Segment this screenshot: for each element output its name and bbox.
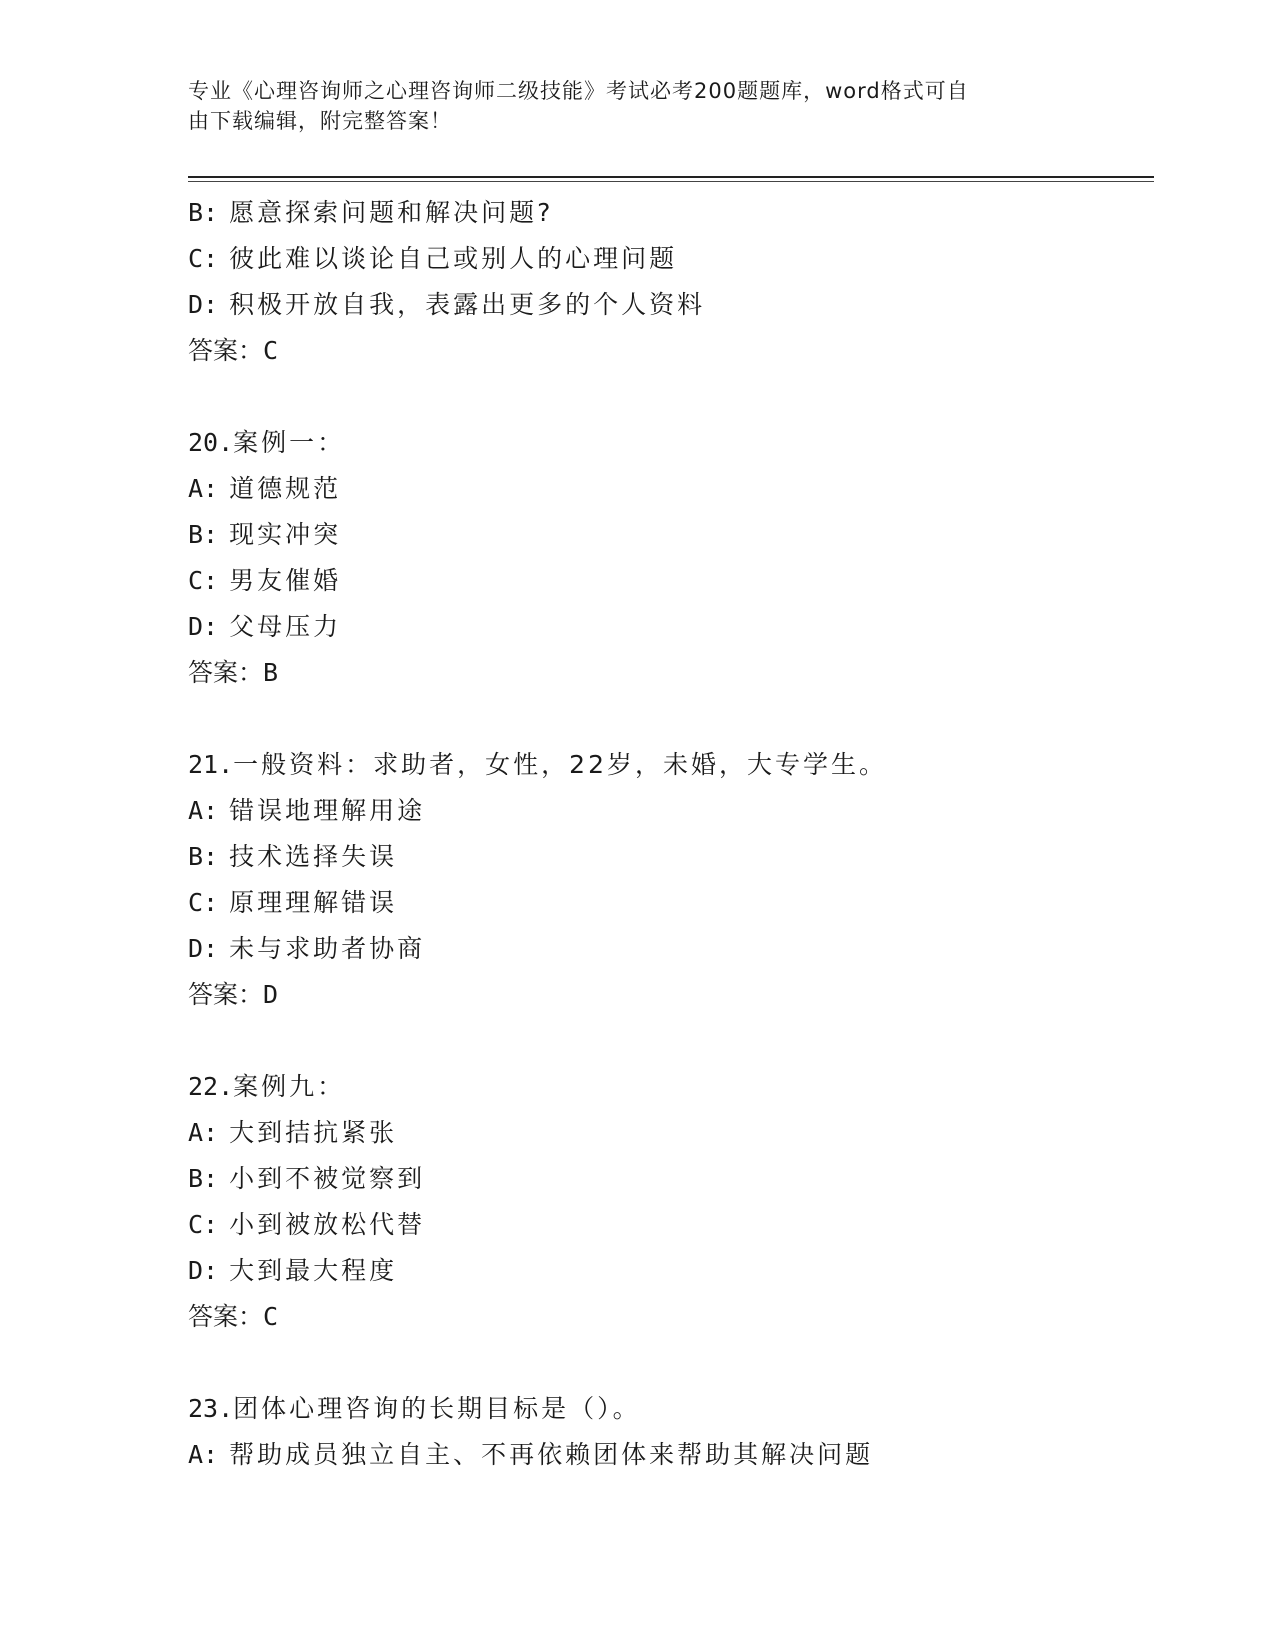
option-letter: D: bbox=[188, 934, 219, 963]
option-b bbox=[188, 190, 1148, 236]
question-text: 案例九： bbox=[233, 1072, 346, 1101]
option-letter: A: bbox=[188, 1440, 219, 1469]
option-text: 愿意探索问题和解决问题? bbox=[229, 198, 554, 227]
option-letter: D: bbox=[188, 1256, 219, 1285]
question-text: 团体心理咨询的长期目标是（）。 bbox=[233, 1394, 641, 1423]
question-number: 21. bbox=[188, 750, 234, 779]
option-b bbox=[188, 1156, 1148, 1202]
question-list bbox=[188, 190, 1148, 1478]
option-text: 彼此难以谈论自己或别人的心理问题 bbox=[229, 244, 678, 273]
question-text: 一般资料：求助者，女性，22岁，未婚，大专学生。 bbox=[233, 750, 887, 779]
option-text: 现实冲突 bbox=[229, 520, 342, 549]
option-letter: C: bbox=[188, 244, 219, 273]
answer-line bbox=[188, 650, 1148, 696]
question-21 bbox=[188, 742, 1148, 1018]
option-text: 未与求助者协商 bbox=[229, 934, 426, 963]
header-line-2: 由下载编辑，附完整答案！ bbox=[188, 109, 452, 133]
option-letter: C: bbox=[188, 1210, 219, 1239]
question-number: 23. bbox=[188, 1394, 234, 1423]
answer-label: 答案： bbox=[188, 336, 264, 365]
answer-value: B bbox=[263, 658, 279, 687]
answer-value: C bbox=[263, 336, 279, 365]
option-text: 原理理解错误 bbox=[229, 888, 398, 917]
header-rule-thin bbox=[188, 181, 1154, 182]
option-text: 错误地理解用途 bbox=[229, 796, 426, 825]
option-text: 大到拮抗紧张 bbox=[229, 1118, 398, 1147]
question-stem bbox=[188, 742, 1148, 788]
answer-value: D bbox=[263, 980, 279, 1009]
option-text: 技术选择失误 bbox=[229, 842, 398, 871]
option-letter: C: bbox=[188, 566, 219, 595]
option-letter: B: bbox=[188, 1164, 219, 1193]
option-c bbox=[188, 236, 1148, 282]
option-b bbox=[188, 834, 1148, 880]
option-text: 父母压力 bbox=[229, 612, 342, 641]
spacer bbox=[188, 1340, 1148, 1386]
option-a bbox=[188, 466, 1148, 512]
header-line-1: 专业《心理咨询师之心理咨询师二级技能》考试必考200题题库，word格式可自 bbox=[188, 79, 969, 103]
option-letter: B: bbox=[188, 520, 219, 549]
question-stem bbox=[188, 420, 1148, 466]
option-text: 大到最大程度 bbox=[229, 1256, 398, 1285]
question-number: 22. bbox=[188, 1072, 234, 1101]
option-letter: B: bbox=[188, 842, 219, 871]
header-rule-thick bbox=[188, 176, 1154, 178]
question-22 bbox=[188, 1064, 1148, 1340]
option-text: 道德规范 bbox=[229, 474, 342, 503]
option-d bbox=[188, 604, 1148, 650]
option-c bbox=[188, 558, 1148, 604]
answer-label: 答案： bbox=[188, 1302, 264, 1331]
option-text: 帮助成员独立自主、不再依赖团体来帮助其解决问题 bbox=[229, 1440, 874, 1469]
option-text: 小到不被觉察到 bbox=[229, 1164, 426, 1193]
option-letter: B: bbox=[188, 198, 219, 227]
option-letter: D: bbox=[188, 612, 219, 641]
option-a bbox=[188, 1110, 1148, 1156]
answer-line bbox=[188, 1294, 1148, 1340]
answer-line bbox=[188, 328, 1148, 374]
option-letter: C: bbox=[188, 888, 219, 917]
spacer bbox=[188, 374, 1148, 420]
option-d bbox=[188, 282, 1148, 328]
question-stem bbox=[188, 1386, 1148, 1432]
option-letter: A: bbox=[188, 474, 219, 503]
option-letter: A: bbox=[188, 1118, 219, 1147]
option-c bbox=[188, 1202, 1148, 1248]
option-d bbox=[188, 1248, 1148, 1294]
option-c bbox=[188, 880, 1148, 926]
option-d bbox=[188, 926, 1148, 972]
option-text: 积极开放自我，表露出更多的个人资料 bbox=[229, 290, 706, 319]
question-23 bbox=[188, 1386, 1148, 1478]
option-letter: D: bbox=[188, 290, 219, 319]
document-header bbox=[188, 76, 1068, 136]
partial-question bbox=[188, 190, 1148, 374]
spacer bbox=[188, 696, 1148, 742]
question-20 bbox=[188, 420, 1148, 696]
question-text: 案例一： bbox=[233, 428, 346, 457]
answer-line bbox=[188, 972, 1148, 1018]
question-stem bbox=[188, 1064, 1148, 1110]
option-letter: A: bbox=[188, 796, 219, 825]
answer-label: 答案： bbox=[188, 980, 264, 1009]
option-a bbox=[188, 1432, 1148, 1478]
answer-value: C bbox=[263, 1302, 279, 1331]
option-b bbox=[188, 512, 1148, 558]
option-text: 小到被放松代替 bbox=[229, 1210, 426, 1239]
option-text: 男友催婚 bbox=[229, 566, 342, 595]
option-a bbox=[188, 788, 1148, 834]
answer-label: 答案： bbox=[188, 658, 264, 687]
spacer bbox=[188, 1018, 1148, 1064]
question-number: 20. bbox=[188, 428, 234, 457]
